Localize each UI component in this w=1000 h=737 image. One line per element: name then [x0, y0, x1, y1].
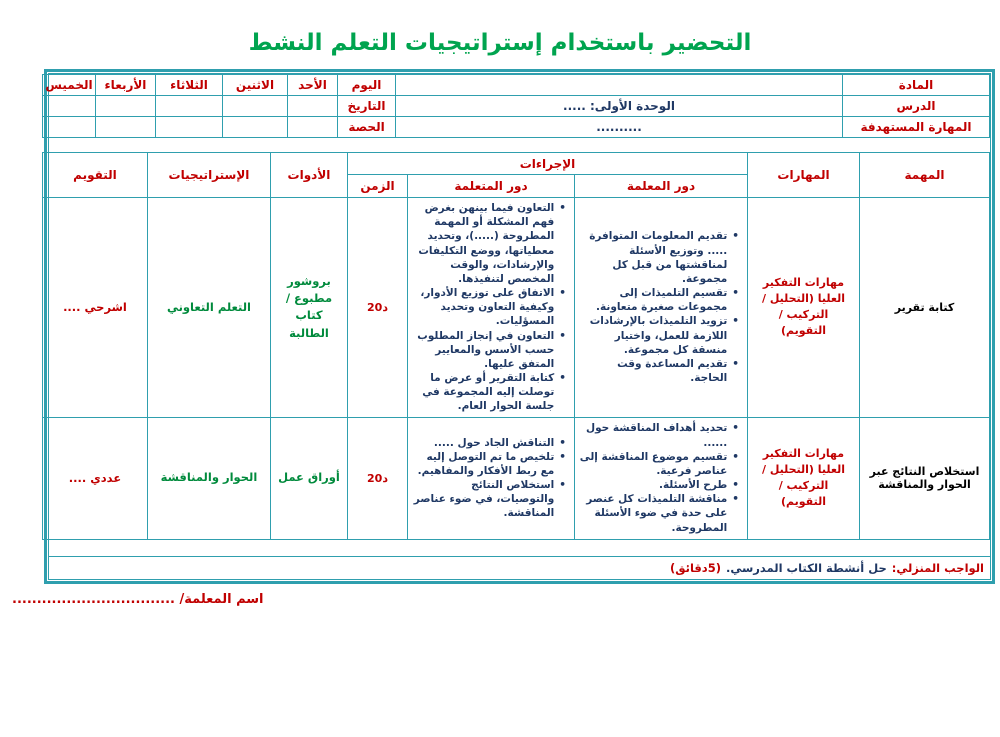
teacher-role-cell — [575, 198, 748, 418]
strategy-cell: الحوار والمناقشة — [147, 417, 270, 539]
bullet-icon: • — [732, 450, 739, 463]
bullet-text: تقسيم موضوع المناقشة إلى عناصر فرعية. — [579, 450, 728, 477]
day-tuesday: الثلاثاء — [156, 75, 223, 96]
learner-role-cell — [408, 417, 575, 539]
homework-duration: (5دقائق) — [670, 560, 721, 575]
table-row — [42, 417, 989, 539]
bullet-icon: • — [559, 202, 566, 214]
list-item — [579, 492, 739, 535]
bullet-icon: • — [559, 479, 566, 492]
bullet-icon: • — [732, 422, 739, 435]
list-item — [579, 229, 739, 286]
lesson-label: الدرس — [843, 96, 990, 117]
bullet-icon: • — [559, 287, 566, 300]
day-sunday: الأحد — [288, 75, 338, 96]
time-header: الزمن — [347, 175, 407, 198]
bullet-icon: • — [559, 329, 566, 342]
bullet-icon: • — [732, 493, 739, 506]
list-item — [412, 436, 566, 450]
bullet-text: استخلاص النتائج والتوصيات، في ضوء عناصر المناقشة. — [413, 479, 555, 520]
time-cell: 20د — [347, 417, 407, 539]
teacher-role-cell — [575, 417, 748, 539]
bullet-text: تزويد التلميذات بالإرشادات اللازمة للعمل، واختيار منسقة كل مجموعة. — [589, 315, 728, 356]
table-gap — [49, 138, 990, 152]
list-item — [579, 421, 739, 449]
strategy-cell: التعلم التعاوني — [147, 198, 270, 418]
bullet-text: التعاون فيما بينهن بغرض فهم المشكلة أو المهمة المطروحة (.....)، وتحديد معطياتها، ووضع التكليفات والإرشادات، والوقت المخصص لتنفيذها. — [418, 202, 555, 285]
bullet-text: تلخيص ما تم التوصل إليه مع ربط الأفكار والمفاهيم. — [417, 450, 555, 477]
skill-label: المهارة المستهدفة — [843, 117, 990, 138]
info-row-period — [43, 117, 990, 138]
date-label: التاريخ — [338, 96, 396, 117]
period-empty-cell — [156, 117, 223, 138]
learner-role-list — [408, 198, 574, 417]
period-empty-cell — [43, 117, 96, 138]
bullet-icon: • — [559, 450, 566, 463]
task-cell: كتابة تقرير — [860, 198, 990, 418]
teacher-role-header: دور المعلمة — [575, 175, 748, 198]
day-label: اليوم — [338, 75, 396, 96]
bullet-text: تحديد أهداف المناقشة حول ...... — [585, 422, 728, 449]
skills-cell: مهارات التفكير العليا (التحليل / التركيب / التقويم) — [748, 417, 860, 539]
list-item — [412, 478, 566, 521]
lesson-plan-page — [0, 30, 1000, 737]
tools-cell: بروشور مطبوع / كتاب الطالبة — [270, 198, 347, 418]
list-item — [579, 314, 739, 357]
page-title: التحضير باستخدام إستراتيجيات التعلم النشط — [248, 30, 752, 56]
bullet-text: طرح الأسئلة. — [658, 479, 728, 492]
list-item — [412, 201, 566, 286]
teacher-role-list — [575, 418, 747, 537]
bullet-text: تقسيم التلميذات إلى مجموعات صغيرة متعاونة. — [596, 287, 728, 314]
task-header: المهمة — [860, 153, 990, 198]
teacher-role-list — [575, 226, 747, 388]
learner-role-cell — [408, 198, 575, 418]
learner-role-list — [408, 433, 574, 524]
info-row-day — [43, 75, 990, 96]
day-monday: الاثنين — [223, 75, 288, 96]
bullet-text: التعاون في إنجاز المطلوب حسب الأسس والمعايير المتفق عليها. — [417, 329, 555, 370]
day-wednesday: الأربعاء — [96, 75, 156, 96]
tools-cell: أوراق عمل — [270, 417, 347, 539]
subject-value-cell — [396, 75, 843, 96]
homework-text: حل أنشطة الكتاب المدرسي. — [725, 560, 887, 575]
skills-header: المهارات — [748, 153, 860, 198]
period-empty-cell — [288, 117, 338, 138]
bullet-text: مناقشة التلميذات كل عنصر على حدة في ضوء الأسئلة المطروحة. — [586, 493, 728, 534]
period-empty-cell — [96, 117, 156, 138]
bullet-text: تقديم المساعدة وقت الحاجة. — [617, 357, 728, 385]
plan-header-row-1 — [42, 153, 989, 175]
info-table — [42, 74, 990, 138]
list-item — [579, 450, 739, 478]
info-row-date — [43, 96, 990, 117]
date-empty-cell — [156, 96, 223, 117]
list-item — [412, 329, 566, 372]
table-row — [42, 198, 989, 418]
list-item — [412, 450, 566, 478]
bullet-text: التناقش الجاد حول ..... — [433, 436, 555, 449]
period-label: الحصة — [338, 117, 396, 138]
bullet-text: كتابة التقرير أو عرض ما توصلت إليه المجموعة في جلسة الحوار العام. — [422, 372, 555, 413]
learner-role-header: دور المتعلمة — [408, 175, 575, 198]
lesson-value-cell: الوحدة الأولى: ..... — [396, 96, 843, 117]
bullet-icon: • — [732, 287, 739, 300]
skill-value-cell: .......... — [396, 117, 843, 138]
empty-strip — [49, 540, 990, 556]
bullet-icon: • — [732, 357, 739, 370]
list-item — [412, 371, 566, 414]
homework-label: الواجب المنزلي: — [891, 560, 984, 575]
strategies-header: الإستراتيجيات — [147, 153, 270, 198]
day-thursday: الخميس — [43, 75, 96, 96]
date-empty-cell — [43, 96, 96, 117]
time-cell: 20د — [347, 198, 407, 418]
task-cell: استخلاص النتائج عبر الحوار والمناقشة — [860, 417, 990, 539]
teacher-name-line: اسم المعلمة/ ................................. — [12, 591, 264, 607]
bullet-text: الاتفاق على توزيع الأدوار، وكيفية التعاون وتحديد المسؤليات. — [420, 287, 555, 328]
subject-label: المادة — [843, 75, 990, 96]
skills-cell: مهارات التفكير العليا (التحليل / التركيب / التقويم) — [748, 198, 860, 418]
list-item — [579, 357, 739, 385]
bullet-icon: • — [732, 315, 739, 328]
bullet-icon: • — [732, 479, 739, 492]
period-empty-cell — [223, 117, 288, 138]
list-item — [412, 286, 566, 329]
date-empty-cell — [96, 96, 156, 117]
plan-table — [42, 152, 990, 540]
bullet-text: تقديم المعلومات المتوافرة ..... وتوزيع الأسئلة لمناقشتها من قبل كل مجموعة. — [589, 230, 728, 285]
lesson-plan-sheet — [44, 69, 995, 584]
procedures-header: الإجراءات — [347, 153, 747, 175]
list-item — [579, 478, 739, 492]
bullet-icon: • — [559, 436, 566, 449]
date-empty-cell — [223, 96, 288, 117]
tools-header: الأدوات — [270, 153, 347, 198]
evaluation-cell: اشرحي .... — [42, 198, 147, 418]
evaluation-header: التقويم — [42, 153, 147, 198]
homework-row — [49, 556, 990, 579]
list-item — [579, 286, 739, 314]
sheet-inner-border — [45, 73, 991, 580]
evaluation-cell: عددي .... — [42, 417, 147, 539]
bullet-icon: • — [732, 230, 739, 243]
bullet-icon: • — [559, 372, 566, 385]
date-empty-cell — [288, 96, 338, 117]
